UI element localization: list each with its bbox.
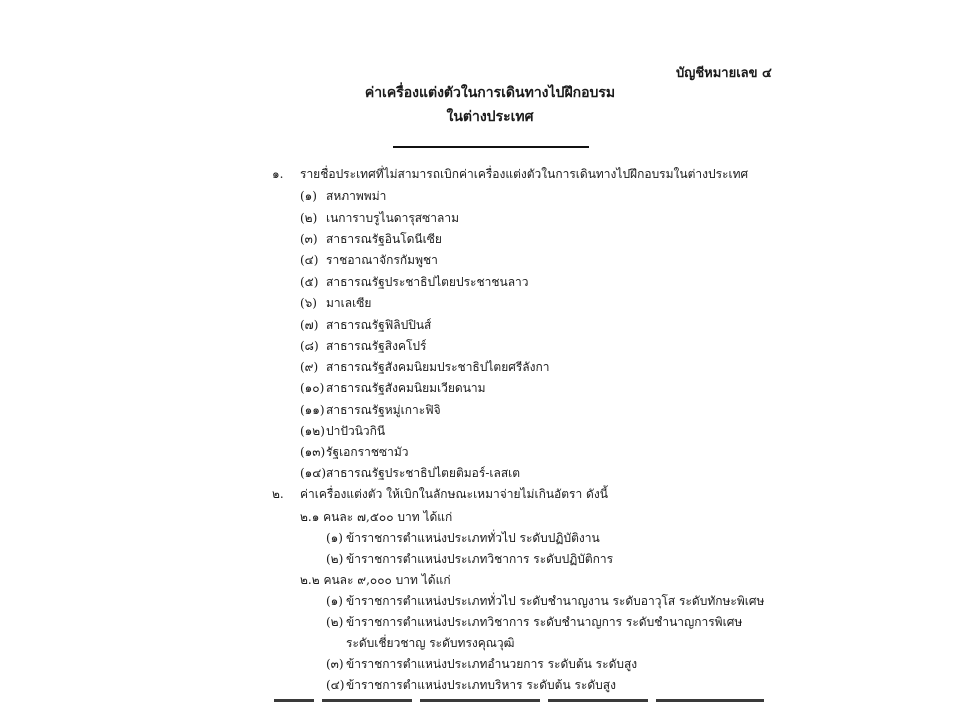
list-item: (๘) สาธารณรัฐสิงคโปร์ xyxy=(300,339,427,353)
list-item: (๑) ข้าราชการตำแหน่งประเภททั่วไป ระดับปฏิบัติงาน xyxy=(326,531,600,545)
cut-off-text-line xyxy=(274,699,764,705)
section-1-number: ๑. xyxy=(272,167,284,181)
list-item: (๓) สาธารณรัฐอินโดนีเซีย xyxy=(300,232,442,246)
list-item: (๒) เนการาบรูไนดารุสซาลาม xyxy=(300,211,459,225)
list-item: (๓) ข้าราชการตำแหน่งประเภทอำนวยการ ระดับต้น ระดับสูง xyxy=(326,657,638,671)
list-item: (๔) ราชอาณาจักรกัมพูชา xyxy=(300,253,438,267)
list-item: (๑๐) สาธารณรัฐสังคมนิยมเวียดนาม xyxy=(300,381,486,395)
list-item: (๑๑)สาธารณรัฐหมู่เกาะฟิจิ xyxy=(300,403,441,417)
list-item: (๖) มาเลเซีย xyxy=(300,296,372,310)
document-title: ค่าเครื่องแต่งตัวในการเดินทางไปฝึกอบรม xyxy=(364,85,616,101)
subsection-2-1-label: ๒.๑ คนละ ๗,๕๐๐ บาท ได้แก่ xyxy=(300,510,453,524)
document-subtitle: ในต่างประเทศ xyxy=(446,109,534,125)
list-item: (๑๓)รัฐเอกราชซามัว xyxy=(300,445,409,459)
list-item: (๑) สหภาพพม่า xyxy=(300,189,387,203)
subsection-2-2-label: ๒.๒ คนละ ๙,๐๐๐ บาท ได้แก่ xyxy=(300,573,451,587)
list-item: (๑) ข้าราชการตำแหน่งประเภททั่วไป ระดับชำนาญงาน ระดับอาวุโส ระดับทักษะพิเศษ xyxy=(326,594,765,608)
section-2-heading: ค่าเครื่องแต่งตัว ให้เบิกในลักษณะเหมาจ่ายไม่เกินอัตรา ดังนี้ xyxy=(300,487,608,501)
section-2-number: ๒. xyxy=(272,487,284,501)
list-item: (๕) สาธารณรัฐประชาธิปไตยประชาชนลาว xyxy=(300,275,529,289)
title-underline xyxy=(393,146,589,148)
list-item: (๑๔)สาธารณรัฐประชาธิปไตยติมอร์-เลสเต xyxy=(300,466,521,480)
annex-label: บัญชีหมายเลข ๔ xyxy=(676,66,772,81)
list-item-continuation: ระดับเชี่ยวชาญ ระดับทรงคุณวุฒิ xyxy=(346,636,515,650)
list-item: (๒) ข้าราชการตำแหน่งประเภทวิชาการ ระดับชำนาญการ ระดับชำนาญการพิเศษ xyxy=(326,615,743,629)
list-item: (๔) ข้าราชการตำแหน่งประเภทบริหาร ระดับต้น ระดับสูง xyxy=(326,678,616,692)
section-1-heading: รายชื่อประเทศที่ไม่สามารถเบิกค่าเครื่องแต่งตัวในการเดินทางไปฝึกอบรมในต่างประเทศ xyxy=(300,167,749,181)
list-item: (๑๒)ปาปัวนิวกินี xyxy=(300,424,386,438)
list-item: (๒) ข้าราชการตำแหน่งประเภทวิชาการ ระดับปฏิบัติการ xyxy=(326,552,614,566)
list-item: (๗) สาธารณรัฐฟิลิปปินส์ xyxy=(300,318,432,332)
list-item: (๙) สาธารณรัฐสังคมนิยมประชาธิปไตยศรีลังกา xyxy=(300,360,550,374)
